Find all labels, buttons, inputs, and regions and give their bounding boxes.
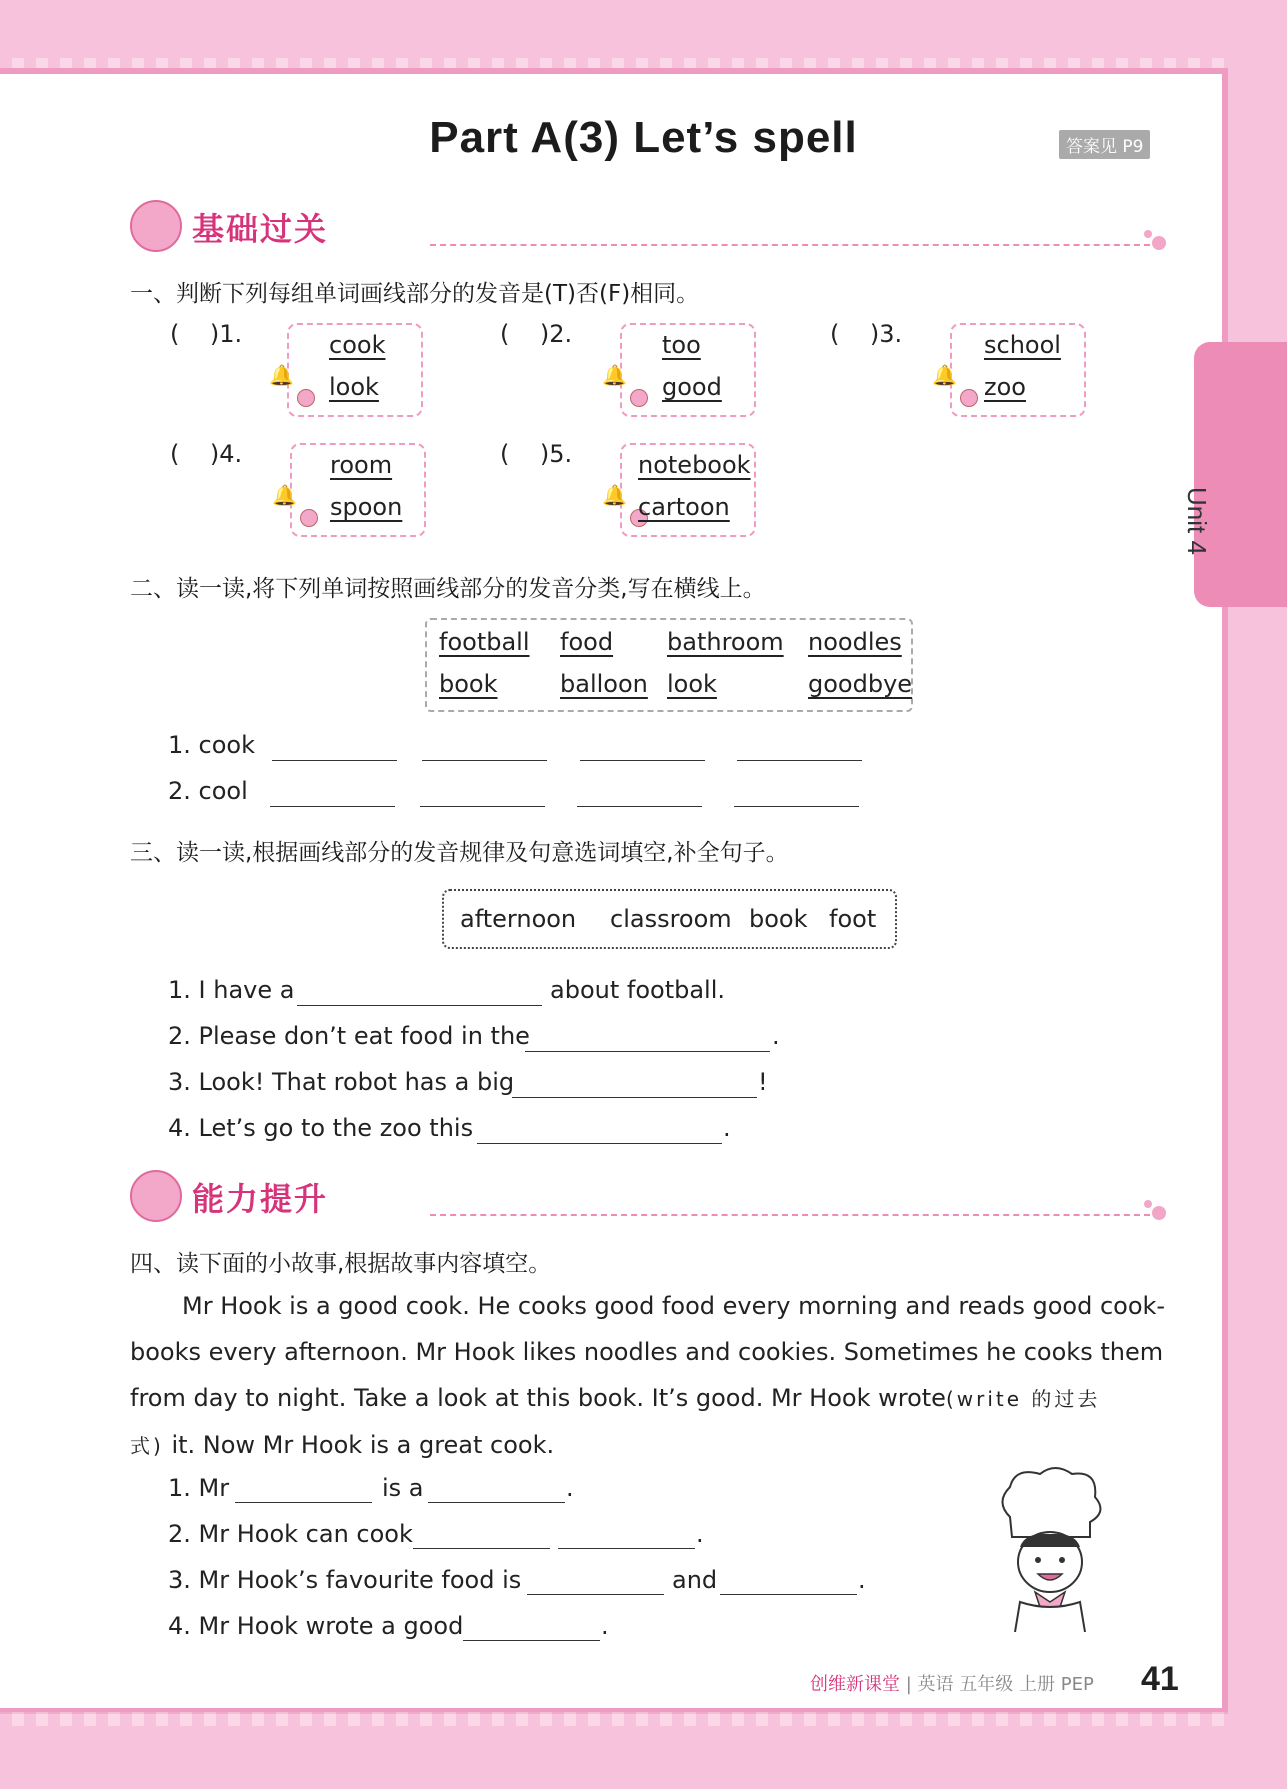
- classify-row-label: 2. cool: [168, 777, 248, 805]
- answer-blank[interactable]: [270, 806, 395, 807]
- question-1-instruction: 一、判断下列每组单词画线部分的发音是(T)否(F)相同。: [130, 281, 700, 307]
- classify-row-label: 1. cook: [168, 731, 255, 759]
- answer-blank[interactable]: [413, 1548, 550, 1549]
- answer-blank[interactable]: [297, 1005, 542, 1006]
- word-pair-card: 🔔 school zoo: [950, 323, 1086, 417]
- cartoon-face-icon: [130, 1170, 182, 1222]
- dot-icon: [1152, 236, 1166, 250]
- answer-blank[interactable]: [477, 1143, 722, 1144]
- answer-blank[interactable]: [720, 1594, 857, 1595]
- unit-side-tab[interactable]: [1182, 342, 1287, 607]
- answer-blank[interactable]: [734, 806, 859, 807]
- sentence-1-end: about football.: [550, 976, 726, 1004]
- question-4-instruction: 四、读下面的小故事,根据故事内容填空。: [130, 1251, 552, 1277]
- story-question-4: 4. Mr Hook wrote a good: [168, 1612, 464, 1640]
- answer-blank[interactable]: [527, 1594, 664, 1595]
- answer-blank[interactable]: [558, 1548, 695, 1549]
- word-pair-card: 🔔 room spoon: [290, 443, 426, 537]
- brand-name: 创维新课堂: [810, 1674, 900, 1695]
- section-header-basic: [130, 200, 1170, 256]
- bell-icon: 🔔: [932, 363, 957, 387]
- sentence-4: 4. Let’s go to the zoo this: [168, 1114, 474, 1142]
- question-2-instruction: 二、读一读,将下列单词按照画线部分的发音分类,写在横线上。: [130, 576, 766, 602]
- bell-icon: 🔔: [602, 483, 627, 507]
- page-title: Part A(3) Let’s spell: [429, 113, 858, 162]
- cartoon-face-icon: [130, 200, 182, 252]
- bell-icon: 🔔: [272, 483, 297, 507]
- answer-paren[interactable]: ( )1.: [170, 320, 243, 348]
- answer-blank[interactable]: [577, 806, 702, 807]
- section-title: 能力提升: [192, 1180, 329, 1218]
- sentence-3: 3. Look! That robot has a big: [168, 1068, 515, 1096]
- section-title: 基础过关: [192, 210, 329, 248]
- spoon-icon: [300, 509, 318, 527]
- answer-blank[interactable]: [737, 760, 862, 761]
- sentence-1: 1. I have a: [168, 976, 295, 1004]
- answer-blank[interactable]: [512, 1097, 757, 1098]
- word-bank: afternoon classroom book foot: [442, 889, 897, 949]
- story-question-2: 2. Mr Hook can cook: [168, 1520, 413, 1548]
- book-info: 英语 五年级 上册 PEP: [917, 1674, 1094, 1695]
- chef-illustration: [990, 1462, 1110, 1632]
- bell-icon: 🔔: [602, 363, 627, 387]
- answer-blank[interactable]: [525, 1051, 770, 1052]
- word-pair-card: 🔔 cook look: [287, 323, 423, 417]
- unit-tab-label: Unit 4: [1182, 487, 1212, 555]
- answer-blank[interactable]: [463, 1640, 600, 1641]
- word-bank: football food bathroom noodles book balloon look goodbye: [425, 618, 913, 712]
- dashed-divider: [430, 244, 1150, 246]
- answer-blank[interactable]: [422, 760, 547, 761]
- bell-icon: 🔔: [269, 363, 294, 387]
- page-number: 41: [1141, 1660, 1179, 1698]
- word-pair-card: 🔔 too good: [620, 323, 756, 417]
- spoon-icon: [297, 389, 315, 407]
- decorative-border-bottom: [0, 1712, 1228, 1726]
- dot-icon: [1152, 1206, 1166, 1220]
- story-paragraph: Mr Hook is a good cook. He cooks good food every morning and reads good cook- books every afternoon. Mr Hook likes noodles and cookies. Sometimes he cooks them from day to night. Take a look at this book. It’s good. Mr Hook wrote(write 的过去 式) it. Now Mr Hook is a great cook.: [130, 1292, 1166, 1459]
- answer-paren[interactable]: ( )4.: [170, 440, 243, 468]
- section-header-advanced: [130, 1170, 1170, 1226]
- answer-blank[interactable]: [272, 760, 397, 761]
- story-question-1: 1. Mr: [168, 1474, 230, 1502]
- answer-paren[interactable]: ( )2.: [500, 320, 573, 348]
- answer-paren[interactable]: ( )5.: [500, 440, 573, 468]
- question-3-instruction: 三、读一读,根据画线部分的发音规律及句意选词填空,补全句子。: [130, 840, 789, 866]
- answer-blank[interactable]: [580, 760, 705, 761]
- spoon-icon: [960, 389, 978, 407]
- answer-reference-badge: 答案见 P9: [1059, 130, 1150, 159]
- sentence-2: 2. Please don’t eat food in the: [168, 1022, 530, 1050]
- answer-blank[interactable]: [235, 1502, 372, 1503]
- answer-blank[interactable]: [428, 1502, 565, 1503]
- spoon-icon: [630, 389, 648, 407]
- answer-paren[interactable]: ( )3.: [830, 320, 903, 348]
- page-footer: 创维新课堂 | 英语 五年级 上册 PEP: [810, 1674, 1094, 1695]
- word-pair-card: 🔔 notebook cartoon: [620, 443, 756, 537]
- dashed-divider: [430, 1214, 1150, 1216]
- answer-blank[interactable]: [420, 806, 545, 807]
- story-question-3: 3. Mr Hook’s favourite food is: [168, 1566, 522, 1594]
